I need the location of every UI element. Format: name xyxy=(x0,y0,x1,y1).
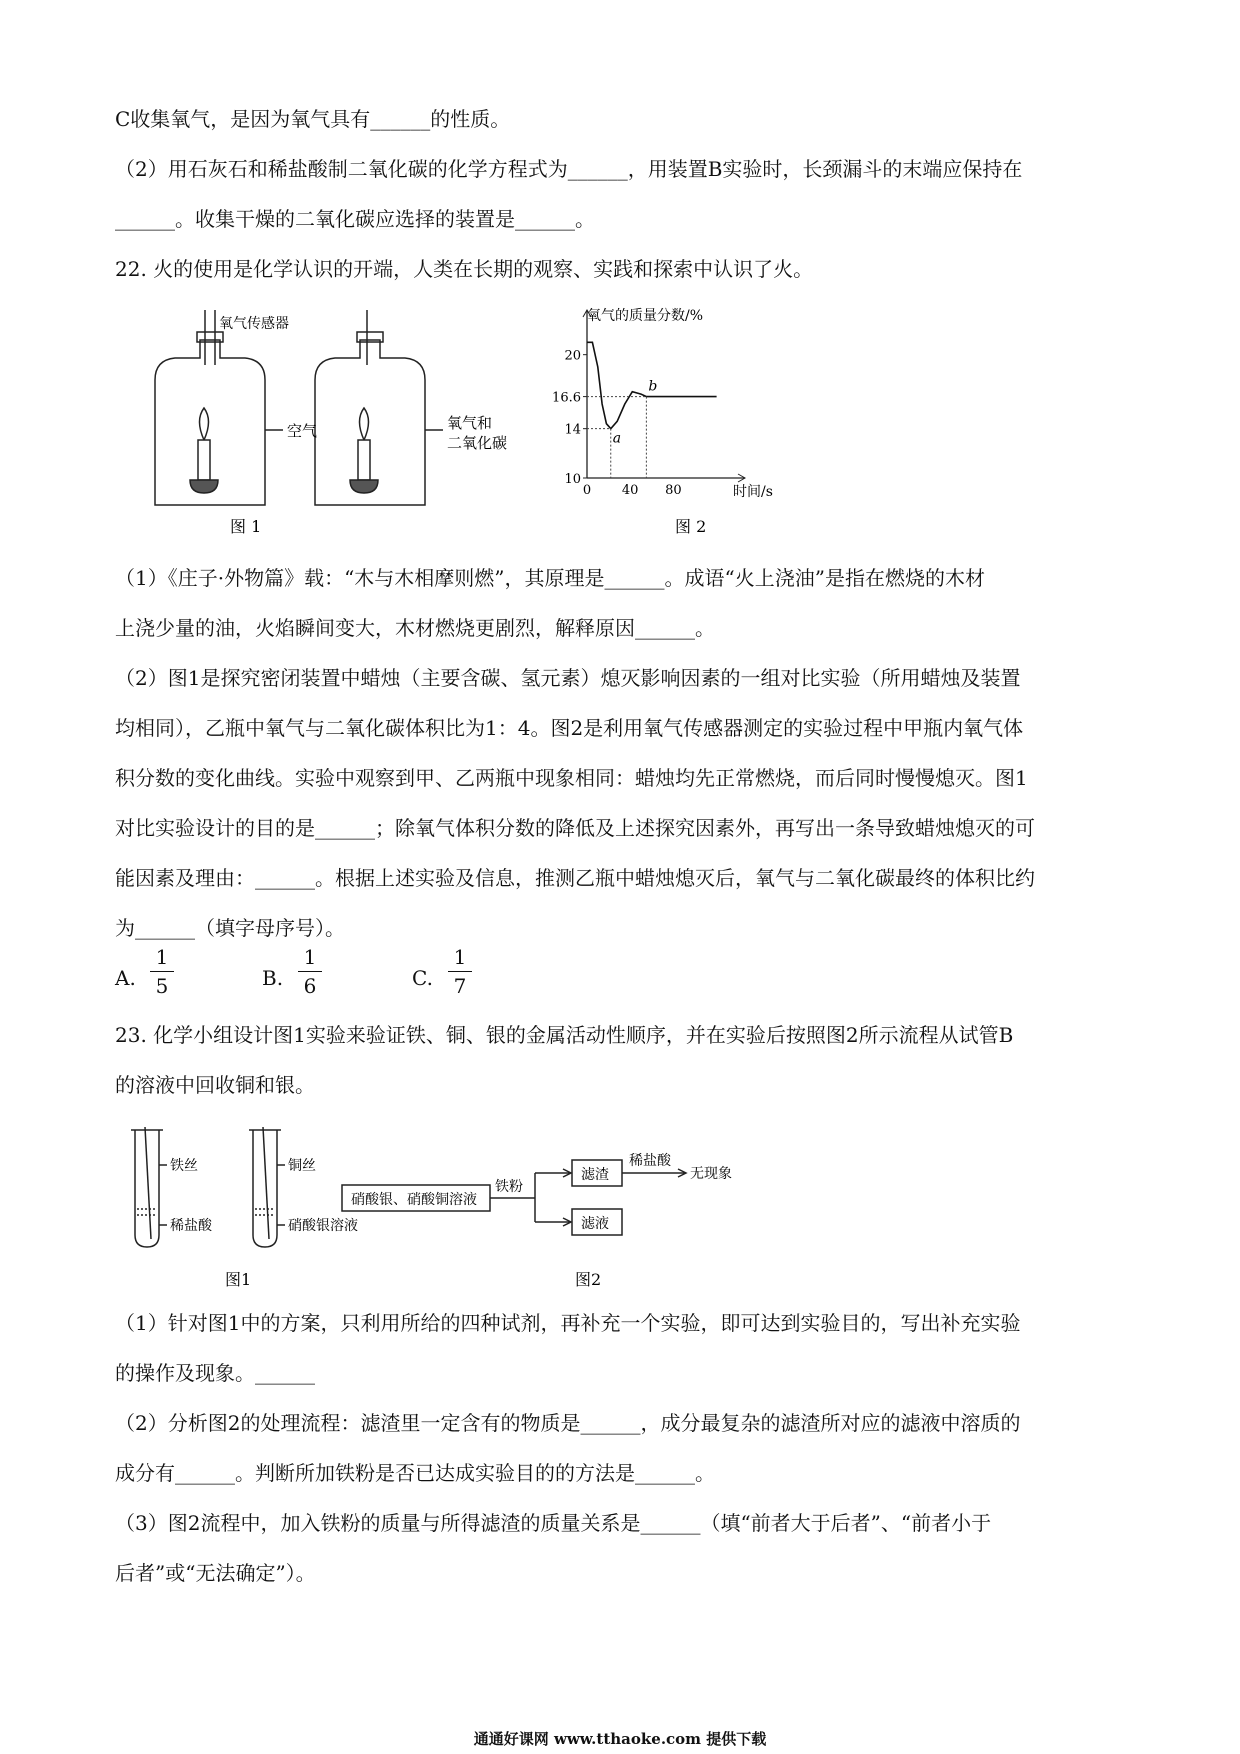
text-line: 的操作及现象。______ xyxy=(115,1361,315,1385)
y-tick-label: 16.6 xyxy=(552,390,581,406)
text-line: 积分数的变化曲线。实验中观察到甲、乙两瓶中现象相同：蜡烛均先正常燃烧，而后同时慢慢熄灭。图1 xyxy=(115,766,1028,790)
reagent-label: 铁粉 xyxy=(495,1179,523,1195)
text-line: 对比实验设计的目的是______；除氧气体积分数的降低及上述探究因素外，再写出一条导致蜡烛熄灭的可 xyxy=(115,816,1035,840)
numerator: 1 xyxy=(303,945,317,969)
chart-xlabel: 时间/s xyxy=(733,484,773,500)
text-line: （2）图1是探究密闭装置中蜡烛（主要含碳、氢元素）熄灭影响因素的一组对比实验（所用蜡烛及装置 xyxy=(115,666,1021,690)
x-tick-label: 0 xyxy=(582,483,592,498)
y-tick-label: 20 xyxy=(564,348,581,364)
tube2-bottom-label: 硝酸银溶液 xyxy=(288,1218,358,1234)
option-b-fraction xyxy=(298,945,322,998)
figure-caption: 图 1 xyxy=(230,517,262,536)
numerator: 1 xyxy=(453,945,467,969)
text-line: （2）用石灰石和稀盐酸制二氧化碳的化学方程式为______，用装置B实验时，长颈漏斗的末端应保持在 xyxy=(115,157,1023,181)
denominator: 6 xyxy=(303,974,317,998)
y-tick-label: 10 xyxy=(564,472,581,487)
filtrate-label: 滤液 xyxy=(581,1216,609,1232)
oxygen-chart xyxy=(552,300,815,540)
tube2-top-label: 铜丝 xyxy=(288,1158,316,1174)
figure-22-bottles xyxy=(115,300,535,540)
footer: 通通好课网 www.tthaoke.com 提供下载 xyxy=(473,1730,767,1748)
text-line: 为______（填字母序号）。 xyxy=(115,916,345,940)
option-a-fraction xyxy=(150,945,174,998)
text-line: 上浇少量的油，火焰瞬间变大，木材燃烧更剧烈，解释原因______。 xyxy=(115,616,715,640)
figure-caption: 图1 xyxy=(225,1270,252,1289)
residue-label: 滤渣 xyxy=(581,1167,609,1183)
text-line: 均相同），乙瓶中氧气与二氧化碳体积比为1：4。图2是利用氧气传感器测定的实验过程中甲瓶内氧气体 xyxy=(115,716,1024,740)
text-line: （1）针对图1中的方案，只利用所给的四种试剂，再补充一个实验，即可达到实验目的，写出补充实验 xyxy=(115,1311,1021,1335)
option-b-label: B. xyxy=(262,966,284,990)
x-tick-label: 80 xyxy=(665,483,682,498)
point-label: a xyxy=(612,430,622,447)
test-tube-1 xyxy=(135,1130,159,1247)
tube1-top-label: 铁丝 xyxy=(170,1158,198,1174)
figure-caption: 图 2 xyxy=(675,517,707,536)
tube1-bottom-label: 稀盐酸 xyxy=(170,1218,212,1234)
denominator: 5 xyxy=(155,974,169,998)
text-line: （2）分析图2的处理流程：滤渣里一定含有的物质是______，成分最复杂的滤渣所对应的滤液中溶质的 xyxy=(115,1411,1021,1435)
y-tick-label: 14 xyxy=(564,422,581,438)
acid-label: 稀盐酸 xyxy=(629,1153,671,1169)
text-line: ______。收集干燥的二氧化碳应选择的装置是______。 xyxy=(115,207,595,231)
start-box-label: 硝酸银、硝酸铜溶液 xyxy=(351,1192,477,1208)
gas-label: 氧气和 xyxy=(447,414,493,432)
air-label: 空气 xyxy=(287,422,318,440)
numerator: 1 xyxy=(155,945,169,969)
option-c-label: C. xyxy=(412,966,433,990)
text-line: 成分有______。判断所加铁粉是否已达成实验目的的方法是______。 xyxy=(115,1461,715,1485)
x-tick-label: 40 xyxy=(621,483,639,498)
result-label: 无现象 xyxy=(690,1166,732,1182)
text-line: C收集氧气，是因为氧气具有______的性质。 xyxy=(115,107,511,131)
figure-23 xyxy=(115,1125,835,1310)
chart-ylabel: 氧气的质量分数/% xyxy=(587,308,704,324)
text-line: （3）图2流程中，加入铁粉的质量与所得滤渣的质量关系是______（填“前者大于后者”、“前者小于 xyxy=(115,1511,992,1535)
question-22-title: 22. 火的使用是化学认识的开端，人类在长期的观察、实践和探索中认识了火。 xyxy=(115,257,814,281)
option-a-label: A. xyxy=(115,966,136,990)
question-23-title: 23. 化学小组设计图1实验来验证铁、铜、银的金属活动性顺序，并在实验后按照图2所示流程从试管B xyxy=(115,1023,1014,1047)
gas-label: 二氧化碳 xyxy=(447,434,508,452)
denominator: 7 xyxy=(453,974,467,998)
text-line: 能因素及理由：______。根据上述实验及信息，推测乙瓶中蜡烛熄灭后，氧气与二氧化碳最终的体积比约 xyxy=(115,866,1035,890)
sensor-label: 氧气传感器 xyxy=(219,316,289,332)
option-c-fraction xyxy=(448,945,472,998)
point-label: b xyxy=(648,378,658,395)
text-line: （1）《庄子·外物篇》载：“木与木相摩则燃”，其原理是______。成语“火上浇油”是指在燃烧的木材 xyxy=(115,566,985,590)
text-line: 的溶液中回收铜和银。 xyxy=(115,1073,315,1097)
figure-caption: 图2 xyxy=(575,1270,602,1289)
test-tube-2 xyxy=(253,1130,277,1247)
text-line: 后者”或“无法确定”）。 xyxy=(115,1561,316,1585)
